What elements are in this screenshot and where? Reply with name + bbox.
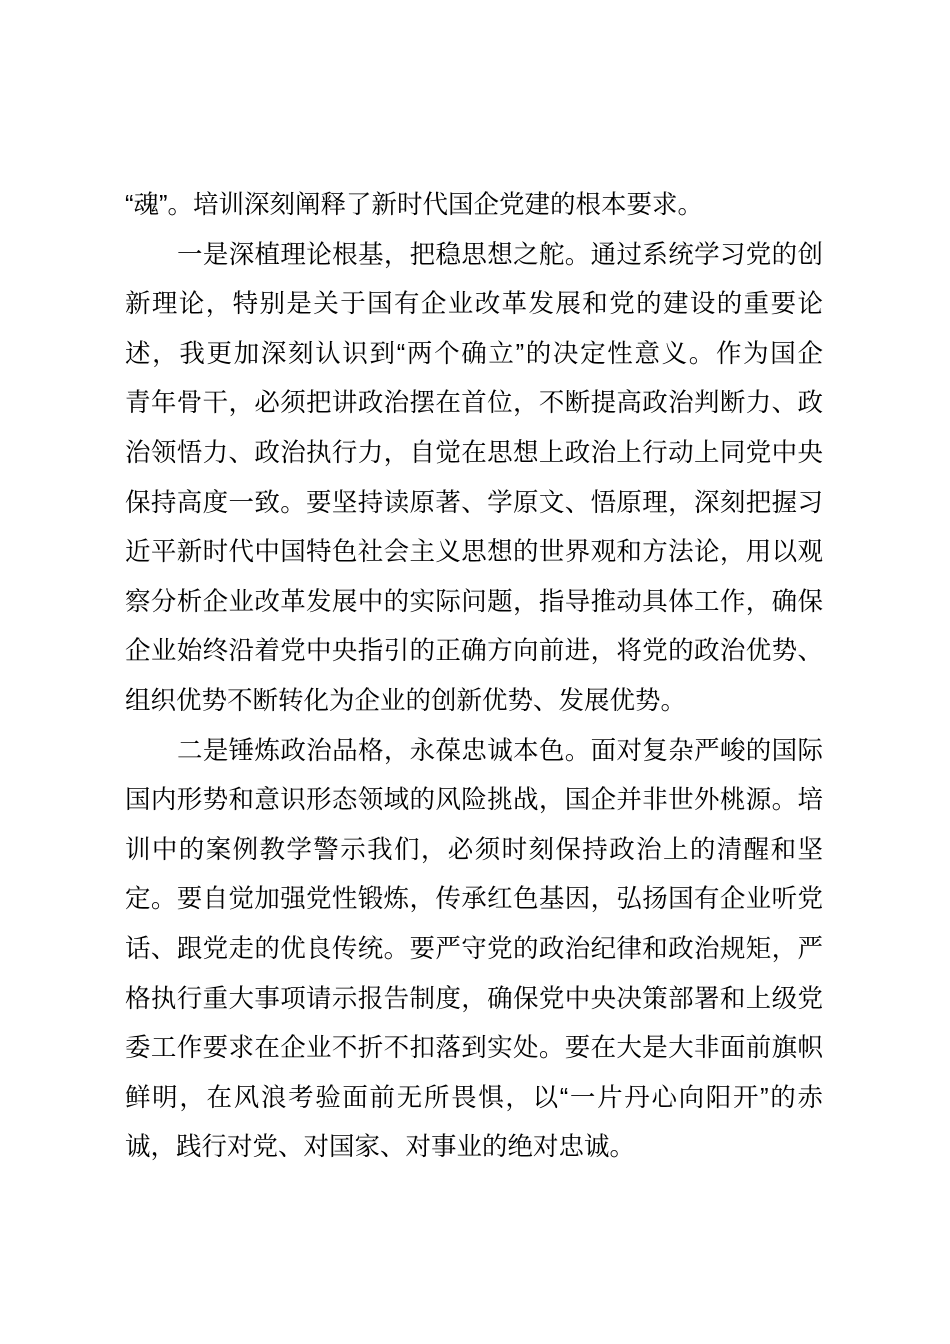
text-line: 近平新时代中国特色社会主义思想的世界观和方法论，用以观 xyxy=(125,538,823,567)
text-line: 述，我更加深刻认识到“两个确立”的决定性意义。作为国企 xyxy=(125,339,823,368)
text-line: 企业始终沿着党中央指引的正确方向前进，将党的政治优势、 xyxy=(125,637,823,666)
text-line: 诚，践行对党、对国家、对事业的绝对忠诚。 xyxy=(125,1133,636,1162)
text-line: 话、跟党走的优良传统。要严守党的政治纪律和政治规矩，严 xyxy=(125,934,823,963)
text-line: 保持高度一致。要坚持读原著、学原文、悟原理，深刻把握习 xyxy=(125,488,823,517)
text-line: 鲜明，在风浪考验面前无所畏惧，以“一片丹心向阳开”的赤 xyxy=(125,1083,823,1112)
text-line: 委工作要求在企业不折不扣落到实处。要在大是大非面前旗帜 xyxy=(125,1034,823,1063)
text-line: 察分析企业改革发展中的实际问题，指导推动具体工作，确保 xyxy=(125,587,823,616)
text-line: 青年骨干，必须把讲政治摆在首位，不断提高政治判断力、政 xyxy=(125,389,823,418)
text-line: 二是锤炼政治品格，永葆忠诚本色。面对复杂严峻的国际 xyxy=(177,736,823,765)
text-line: “魂”。培训深刻阐释了新时代国企党建的根本要求。 xyxy=(125,191,703,219)
text-line: 组织优势不断转化为企业的创新优势、发展优势。 xyxy=(125,686,687,715)
document-body xyxy=(125,181,823,1173)
text-line: 一是深植理论根基，把稳思想之舵。通过系统学习党的创 xyxy=(177,240,823,269)
text-line: 训中的案例教学警示我们，必须时刻保持政治上的清醒和坚 xyxy=(125,835,823,864)
text-line: 格执行重大事项请示报告制度，确保党中央决策部署和上级党 xyxy=(125,984,823,1013)
text-line: 新理论，特别是关于国有企业改革发展和党的建设的重要论 xyxy=(125,290,823,319)
text-line: 治领悟力、政治执行力，自觉在思想上政治上行动上同党中央 xyxy=(125,438,823,467)
text-line: 定。要自觉加强党性锻炼，传承红色基因，弘扬国有企业听党 xyxy=(125,885,823,914)
text-line: 国内形势和意识形态领域的风险挑战，国企并非世外桃源。培 xyxy=(125,786,823,815)
